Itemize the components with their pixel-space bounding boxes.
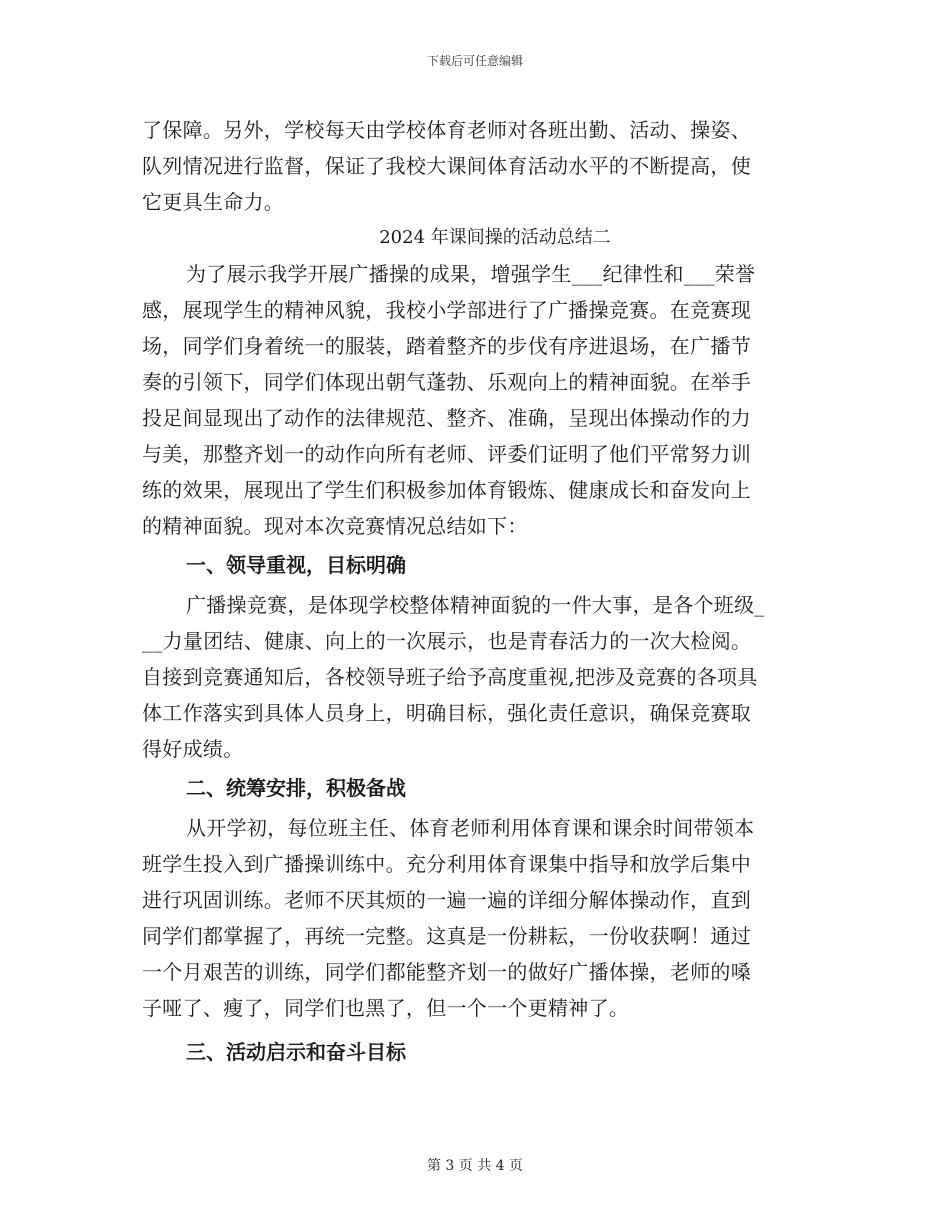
para2-line-2: __力量团结、健康、向上的一次展示，也是青春活力的一次大检阅。 — [142, 629, 752, 653]
para1-line-3: 场，同学们身着统一的服装，踏着整齐的步伐有序进退场，在广播节 — [142, 334, 751, 358]
heading-1: 一、领导重视，目标明确 — [186, 553, 406, 577]
para2-line-4: 体工作落实到具体人员身上，明确目标，强化责任意识，确保竞赛取 — [142, 701, 751, 725]
para2-line-3: 自接到竞赛通知后，各校领导班子给予高度重视,把涉及竞赛的各项具 — [142, 665, 758, 689]
para1-line-1: 为了展示我学开展广播操的成果，增强学生___纪律性和___荣誉 — [186, 262, 756, 286]
para3-line-4: 同学们都掌握了，再统一完整。这真是一份耕耘，一份收获啊！通过 — [142, 924, 751, 948]
intro-line-2: 队列情况进行监督，保证了我校大课间体育活动水平的不断提高，使 — [142, 154, 751, 178]
page-header: 下载后可任意编辑 — [426, 54, 523, 68]
para3-line-1: 从开学初，每位班主任、体育老师利用体育课和课余时间带领本 — [186, 816, 755, 840]
heading-3: 三、活动启示和奋斗目标 — [186, 1040, 406, 1064]
para1-line-7: 练的效果，展现出了学生们积极参加体育锻炼、健康成长和奋发向上 — [142, 478, 751, 502]
para1-line-5: 投足间显现出了动作的法律规范、整齐、准确，呈现出体操动作的力 — [142, 406, 751, 430]
para1-line-4: 奏的引领下，同学们体现出朝气蓬勃、乐观向上的精神面貌。在举手 — [142, 370, 751, 394]
para3-line-6: 子哑了、瘦了，同学们也黑了，但一个一个更精神了。 — [142, 996, 630, 1020]
para3-line-3: 进行巩固训练。老师不厌其烦的一遍一遍的详细分解体操动作，直到 — [142, 888, 751, 912]
para2-line-1: 广播操竞赛，是体现学校整体精神面貌的一件大事，是各个班级_ — [186, 593, 765, 617]
para3-line-5: 一个月艰苦的训练，同学们都能整齐划一的做好广播体操，老师的嗓 — [142, 960, 751, 984]
para1-line-2: 感，展现学生的精神风貌，我校小学部进行了广播操竞赛。在竞赛现 — [142, 298, 751, 322]
document-body — [142, 112, 808, 1074]
intro-line-1: 了保障。另外，学校每天由学校体育老师对各班出勤、活动、操姿、 — [142, 118, 751, 142]
para2-line-5: 得好成绩。 — [142, 737, 244, 761]
page-footer: 第 3 页 共 4 页 — [426, 1158, 524, 1174]
para1-line-6: 与美，那整齐划一的动作向所有老师、评委们证明了他们平常努力训 — [142, 442, 751, 466]
intro-line-3: 它更具生命力。 — [142, 190, 285, 214]
section-title: 2024 年课间操的活动总结二 — [379, 227, 611, 248]
heading-2: 二、统筹安排，积极备战 — [186, 776, 406, 800]
para1-line-8: 的精神面貌。现对本次竞赛情况总结如下： — [142, 514, 528, 538]
para3-line-2: 班学生投入到广播操训练中。充分利用体育课集中指导和放学后集中 — [142, 852, 751, 876]
